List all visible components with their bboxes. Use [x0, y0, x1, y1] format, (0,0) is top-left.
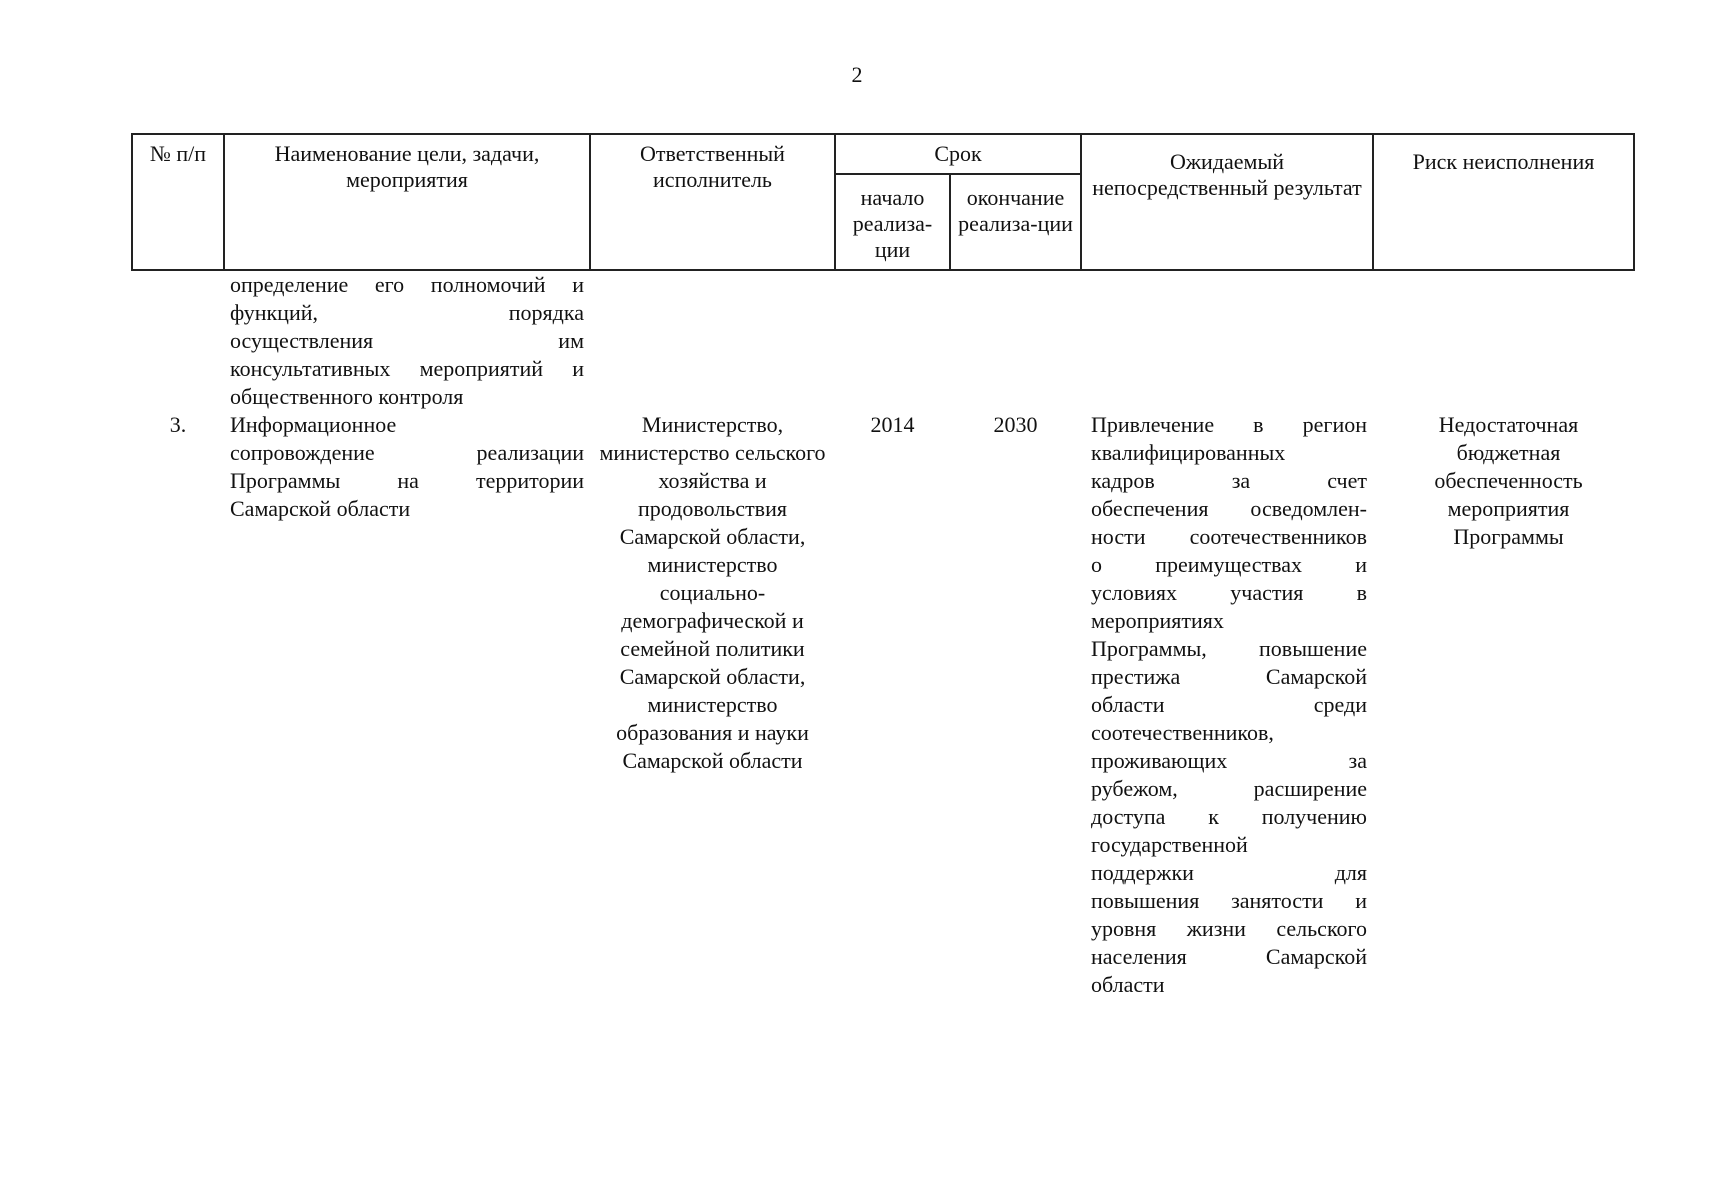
name-line: определение его полномочий и — [230, 272, 584, 297]
program-plan-table — [131, 133, 1635, 999]
name-line: осуществления им — [230, 328, 584, 353]
cell-name — [224, 411, 590, 999]
result-line: проживающих за — [1091, 748, 1367, 773]
header-executor: Ответственный исполнитель — [590, 134, 835, 270]
result-line: о преимуществах и — [1091, 552, 1367, 577]
name-line: Самарской области — [230, 496, 411, 521]
cell-name-continued — [224, 270, 590, 411]
header-result: Ожидаемый непосредственный результат — [1081, 134, 1373, 270]
cell-num: 3. — [169, 412, 187, 437]
result-line: области среди — [1091, 692, 1367, 717]
header-risk: Риск неисполнения — [1373, 134, 1634, 270]
cell-executor: Министерство, министерство сельского хозяйства и продовольствия Самарской области, министерство социально-демографической и семейной политики Самарской области, министерство образования и науки Самарской области — [599, 412, 826, 773]
result-line: Привлечение в регион — [1091, 412, 1367, 437]
cell-risk: Недостаточная бюджетная обеспеченность мероприятия Программы — [1434, 412, 1583, 549]
result-line: Программы, повышение — [1091, 636, 1367, 661]
cell-num-empty — [132, 270, 224, 411]
name-line: Информационное — [230, 412, 397, 437]
header-num: № п/п — [132, 134, 224, 270]
result-line: престижа Самарской — [1091, 664, 1367, 689]
header-name: Наименование цели, задачи, мероприятия — [224, 134, 590, 270]
table-row-continued — [132, 270, 1634, 411]
result-line: поддержки для — [1091, 860, 1367, 885]
result-line: условиях участия в — [1091, 580, 1367, 605]
result-line: обеспечения осведомлен- — [1091, 496, 1367, 521]
result-line: доступа к получению — [1091, 804, 1367, 829]
result-line: соотечественников, — [1091, 720, 1274, 745]
page-number: 2 — [851, 62, 863, 87]
name-line: общественного контроля — [230, 384, 464, 409]
result-line: государственной — [1091, 832, 1248, 857]
cell-result — [1081, 411, 1373, 999]
result-line: рубежом, расширение — [1091, 776, 1367, 801]
header-start: начало реализа-ции — [835, 174, 950, 270]
name-line: Программы на территории — [230, 468, 584, 493]
name-line: консультативных мероприятий и — [230, 356, 584, 381]
header-term: Срок — [835, 134, 1081, 174]
cell-end: 2030 — [993, 412, 1038, 437]
table-row-3 — [132, 411, 1634, 999]
header-end: окончание реализа-ции — [950, 174, 1081, 270]
result-line: уровня жизни сельского — [1091, 916, 1367, 941]
result-line: населения Самарской — [1091, 944, 1367, 969]
result-line: квалифицированных — [1091, 440, 1286, 465]
result-line: повышения занятости и — [1091, 888, 1367, 913]
cell-start: 2014 — [870, 412, 915, 437]
result-line: кадров за счет — [1091, 468, 1367, 493]
name-line: сопровождение реализации — [230, 440, 584, 465]
name-line: функций, порядка — [230, 300, 584, 325]
result-line: ности соотечественников — [1091, 524, 1367, 549]
result-line: мероприятиях — [1091, 608, 1224, 633]
result-line: области — [1091, 972, 1165, 997]
